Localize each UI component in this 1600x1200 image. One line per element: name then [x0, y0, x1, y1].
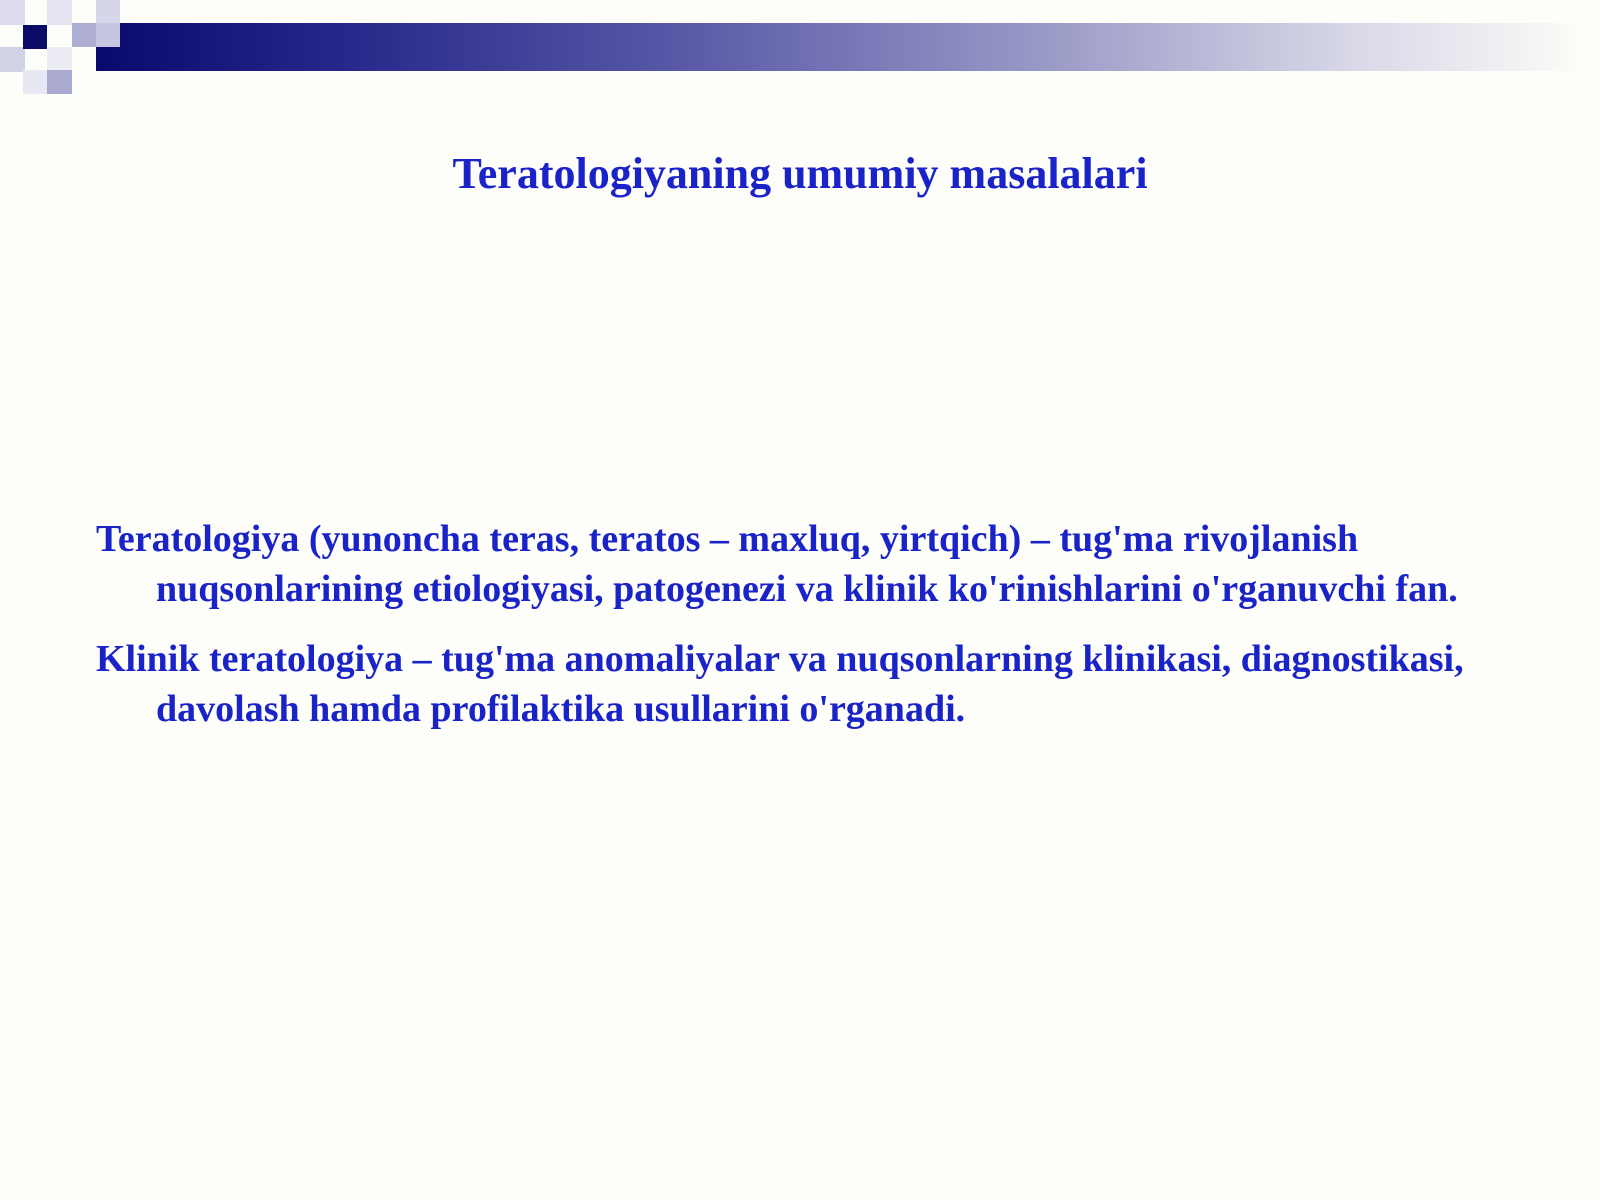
decorative-square	[96, 23, 120, 47]
decorative-square	[96, 0, 120, 23]
decorative-square	[47, 70, 72, 94]
decorative-square	[72, 23, 96, 47]
paragraph-definition: Teratologiya (yunoncha teras, teratos – maxluq, yirtqich) – tug'ma rivojlanish nuqsonlarining etiologiyasi, patogenezi va klinik ko'rinishlarini o'rganuvchi fan.	[96, 518, 1458, 610]
decorative-square	[47, 0, 72, 25]
slide-title: Teratologiyaning umumiy masalalari	[452, 149, 1148, 198]
header-gradient-band	[96, 23, 1576, 71]
decorative-square	[0, 47, 25, 72]
decorative-square-dark	[23, 25, 47, 49]
decorative-square	[23, 70, 47, 94]
decorative-square	[0, 0, 25, 25]
paragraph-clinical: Klinik teratologiya – tug'ma anomaliyalar va nuqsonlarning klinikasi, diagnostikasi, davolash hamda profilaktika usullarini o'rganadi.	[96, 638, 1464, 730]
decorative-square	[47, 47, 72, 70]
slide-body	[96, 514, 1536, 754]
